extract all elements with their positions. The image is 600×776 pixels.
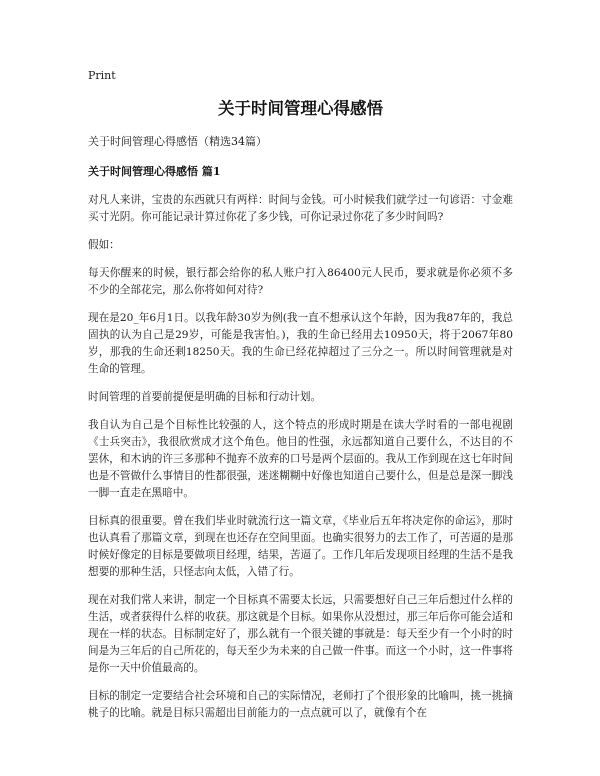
page-title: 关于时间管理心得感悟 xyxy=(218,99,383,118)
paragraph: 每天你醒来的时候，银行都会给你的私人账户打入86400元人民币，要求就是你必须不多不少的全部花完，那么你将如何对待? xyxy=(88,267,513,296)
print-link[interactable]: Print xyxy=(88,69,116,82)
paragraph: 假如： xyxy=(88,239,120,251)
section-heading: 关于时间管理心得感悟 篇1 xyxy=(88,165,221,178)
document-subtitle: 关于时间管理心得感悟（精选34篇） xyxy=(88,135,267,148)
paragraph: 现在是20_年6月1日。以我年龄30岁为例(我一直不想承认这个年龄，因为我87年的，我总固执的认为自己是29岁，可能是我害怕。)，我的生命已经用去10950天，将于2067年80岁，那我的生命还剩18250天。我的生命已经花掉超过了三分之一。所以时间管理就是对生命的管理。 xyxy=(88,312,513,375)
paragraph: 对凡人来讲，宝贵的东西就只有两样：时间与金钱。可小时候我们就学过一句谚语：寸金难买寸光阴。你可能记录计算过你花了多少钱，可你记录过你花了多少时间吗? xyxy=(88,194,513,223)
paragraph: 现在对我们常人来讲，制定一个目标真不需要太长远，只需要想好自己三年后想过什么样的生活，或者获得什么样的收获。那这就是个目标。如果你从没想过，那三年后你可能会适和现在一样的状态。目标制定好了，那么就有一个很关键的事就是：每天至少有一个小时的时间是为三年后的自己所花的，每天至少为未来的自己做一件事。而这一个小时，这一件事将是你一天中价值最高的。 xyxy=(88,594,513,674)
document-page xyxy=(88,68,513,733)
paragraph: 时间管理的首要前提便是明确的目标和行动计划。 xyxy=(88,391,322,403)
paragraph: 目标真的很重要。曾在我们毕业时就流行这一篇文章，《毕业后五年将决定你的命运》，那时也认真看了那篇文章，到现在也还存在空间里面。也确实很努力的去工作了，可苦逼的是那时候好像定的目标是要做项目经理，结果，苦逼了。工作几年后发现项目经理的生活不是我想要的那种生活，只怪志向太低，入错了行。 xyxy=(88,515,513,578)
paragraph: 我自认为自己是个目标性比较强的人，这个特点的形成时期是在读大学时看的一部电视剧《士兵突击》，我很欣赏成才这个角色。他目的性强，永远都知道自己要什么，不达目的不罢休，和木讷的许三多那种不抛弃不放弃的口号是两个层面的。我从工作到现在这七年时间也是不管做什么事情目的性都很强，迷迷糊糊中好像也知道自己要什么，但是总是深一脚浅一脚一直走在黑暗中。 xyxy=(88,419,513,499)
paragraph: 目标的制定一定要结合社会环境和自己的实际情况，老师打了个很形象的比喻叫，挑一挑摘桃子的比喻。就是目标只需超出目前能力的一点点就可以了，就像有个在 xyxy=(88,690,513,719)
